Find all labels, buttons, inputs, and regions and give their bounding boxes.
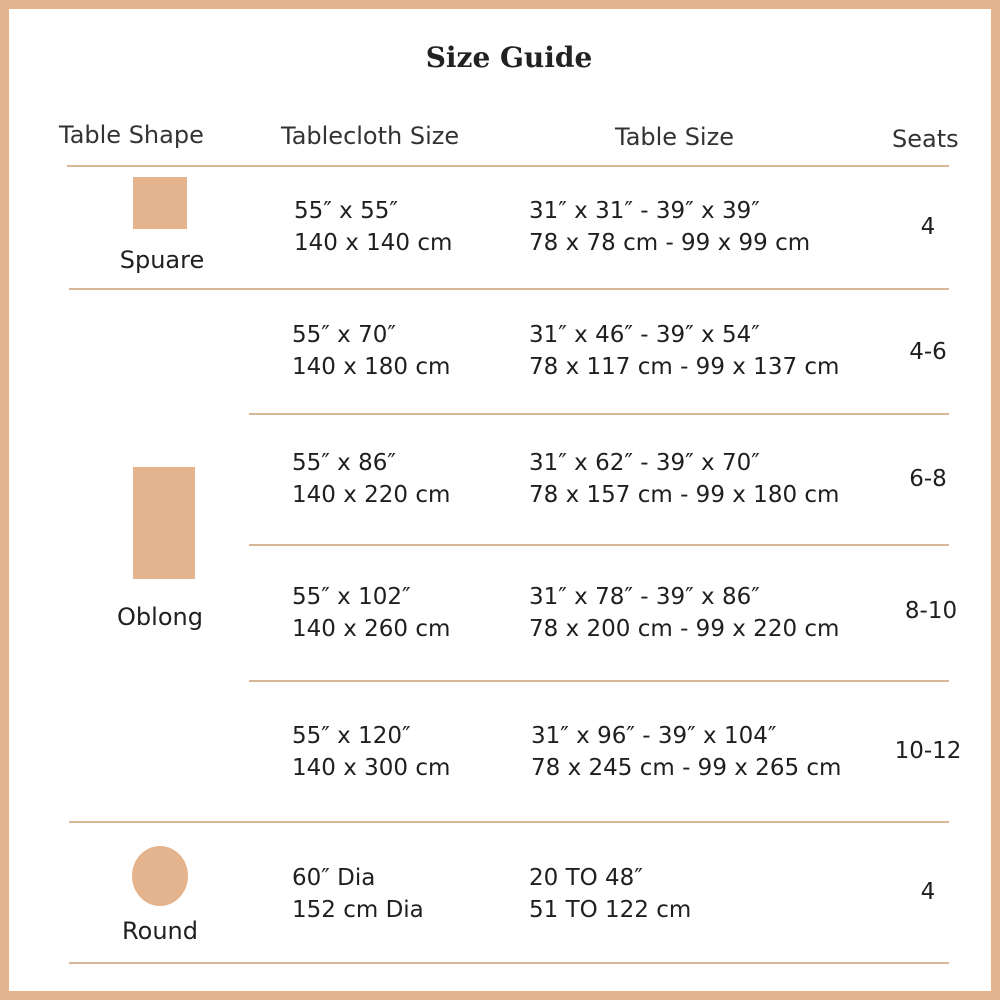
tablecloth-size-inches: 60″ Dia — [292, 865, 376, 891]
page-title: Size Guide — [425, 41, 593, 74]
tablecloth-size-inches: 55″ x 86″ — [292, 450, 396, 476]
table-size-inches: 31″ x 46″ - 39″ x 54″ — [529, 322, 760, 348]
seats-value: 4 — [920, 879, 936, 905]
seats-value: 8-10 — [904, 598, 958, 624]
table-size-cm: 78 x 245 cm - 99 x 265 cm — [531, 755, 842, 781]
header-tablecloth-size: Tablecloth Size — [281, 122, 460, 150]
header-table-shape: Table Shape — [59, 121, 204, 149]
tablecloth-size-cm: 140 x 180 cm — [292, 354, 451, 380]
table-size-cm: 51 TO 122 cm — [529, 897, 692, 923]
header-seats: Seats — [892, 125, 959, 153]
divider-line — [69, 821, 949, 823]
seats-value: 4-6 — [909, 339, 947, 365]
oblong-table-icon — [133, 467, 195, 579]
tablecloth-size-cm: 152 cm Dia — [292, 897, 424, 923]
tablecloth-size-cm: 140 x 220 cm — [292, 482, 451, 508]
divider-line — [69, 288, 949, 290]
table-size-inches: 31″ x 96″ - 39″ x 104″ — [531, 723, 777, 749]
tablecloth-size-inches: 55″ x 55″ — [294, 198, 398, 224]
table-size-cm: 78 x 200 cm - 99 x 220 cm — [529, 616, 840, 642]
tablecloth-size-cm: 140 x 260 cm — [292, 616, 451, 642]
table-size-cm: 78 x 117 cm - 99 x 137 cm — [529, 354, 840, 380]
divider-line — [249, 544, 949, 546]
tablecloth-size-cm: 140 x 300 cm — [292, 755, 451, 781]
shape-label-round: Round — [122, 917, 198, 945]
table-size-inches: 31″ x 31″ - 39″ x 39″ — [529, 198, 760, 224]
tablecloth-size-inches: 55″ x 102″ — [292, 584, 411, 610]
shape-label-oblong: Oblong — [117, 603, 203, 631]
divider-line — [67, 165, 949, 167]
tablecloth-size-inches: 55″ x 120″ — [292, 723, 411, 749]
tablecloth-size-inches: 55″ x 70″ — [292, 322, 396, 348]
divider-line — [69, 962, 949, 964]
seats-value: 6-8 — [909, 466, 947, 492]
table-size-inches: 20 TO 48″ — [529, 865, 643, 891]
table-size-inches: 31″ x 62″ - 39″ x 70″ — [529, 450, 760, 476]
shape-label-square: Spuare — [119, 246, 205, 274]
table-size-cm: 78 x 78 cm - 99 x 99 cm — [529, 230, 811, 256]
tablecloth-size-cm: 140 x 140 cm — [294, 230, 453, 256]
divider-line — [249, 680, 949, 682]
square-table-icon — [133, 177, 187, 229]
seats-value: 10-12 — [894, 738, 962, 764]
divider-line — [249, 413, 949, 415]
round-table-icon — [132, 846, 188, 906]
table-size-inches: 31″ x 78″ - 39″ x 86″ — [529, 584, 760, 610]
header-table-size: Table Size — [615, 123, 734, 151]
table-size-cm: 78 x 157 cm - 99 x 180 cm — [529, 482, 840, 508]
seats-value: 4 — [920, 214, 936, 240]
